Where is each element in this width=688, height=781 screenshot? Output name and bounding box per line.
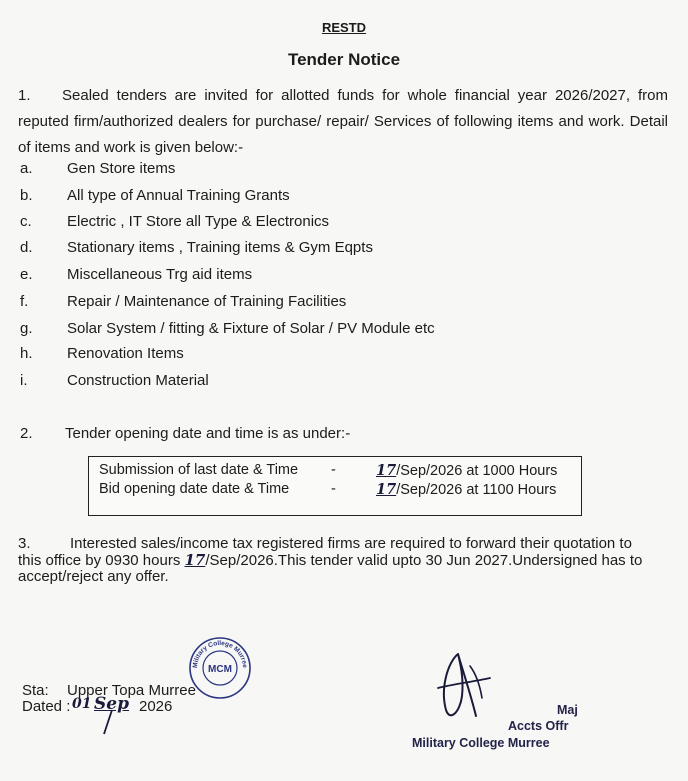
- dated-line: [22, 694, 173, 715]
- list-item-label: Solar System / fitting & Fixture of Solar / PV Module etc: [67, 320, 435, 337]
- schedule-dash: -: [331, 462, 336, 478]
- schedule-value-rest: /Sep/2026 at 1000 Hours: [396, 463, 558, 479]
- dated-year: 2026: [139, 698, 173, 715]
- paragraph-3: [18, 536, 658, 585]
- paragraph-1-number: 1.: [18, 87, 31, 104]
- list-item-letter: c.: [20, 213, 32, 230]
- signatory-unit: Military College Murree: [412, 736, 550, 750]
- paragraph-3-text-b: /Sep/2026.This tender valid upto 30 Jun 2027.Undersigned has to accept/reject any offer.: [18, 552, 643, 585]
- schedule-value-rest: /Sep/2026 at 1100 Hours: [396, 482, 557, 498]
- station-label: Sta:: [22, 682, 49, 699]
- list-item-letter: h.: [20, 345, 33, 362]
- stamp-center-text: MCM: [208, 664, 232, 675]
- handwritten-dated-month: Sep: [94, 694, 129, 714]
- classification-marking: RESTD: [321, 20, 367, 35]
- office-stamp: [188, 636, 252, 700]
- paragraph-2-number: 2.: [20, 425, 33, 442]
- list-item-letter: g.: [20, 320, 33, 337]
- handwritten-day: 17: [376, 481, 397, 498]
- list-item-label: Electric , IT Store all Type & Electronics: [67, 213, 330, 230]
- stamp-ring-text: Military College Murree: [191, 639, 249, 669]
- list-item-letter: b.: [20, 187, 33, 204]
- list-item-label: Repair / Maintenance of Training Facilities: [67, 293, 347, 310]
- handwritten-day: 17: [376, 462, 397, 479]
- dated-label: Dated :: [22, 698, 71, 715]
- handwritten-dated-day: 01: [72, 696, 92, 712]
- list-item-label: Renovation Items: [67, 345, 184, 362]
- schedule-value: [376, 462, 557, 479]
- paragraph-3-number: 3.: [18, 535, 31, 552]
- station-value: Upper Topa Murree: [67, 682, 196, 699]
- paragraph-2-text: Tender opening date and time is as under:-: [65, 425, 351, 442]
- list-item-label: Stationary items , Training items & Gym Eqpts: [67, 239, 373, 256]
- list-item-label: All type of Annual Training Grants: [67, 187, 290, 204]
- list-item-letter: f.: [20, 293, 29, 310]
- schedule-value: [376, 481, 556, 498]
- paragraph-1-text: Sealed tenders are invited for allotted funds for whole financial year 2026/2027, from reputed firm/authorized dealers for purchase/ repair/ Services of following items and work. Detail of items and work is given below:-: [18, 87, 668, 156]
- paragraph-3-text-a: Interested sales/income tax registered firms are required to forward their quotation to this office by 0930 hours: [18, 535, 632, 569]
- pen-stroke-icon: [90, 708, 130, 736]
- schedule-label: Submission of last date & Time: [99, 462, 299, 478]
- list-item-letter: d.: [20, 239, 33, 256]
- signatory-appointment: Accts Offr: [508, 719, 569, 733]
- list-item-letter: e.: [20, 266, 33, 283]
- signature-icon: [430, 648, 500, 726]
- stamp-icon: [188, 636, 252, 700]
- signatory-rank: Maj: [557, 703, 578, 717]
- list-item-label: Miscellaneous Trg aid items: [67, 266, 253, 283]
- list-item-letter: i.: [20, 372, 28, 389]
- list-item-letter: a.: [20, 160, 33, 177]
- list-item-label: Construction Material: [67, 372, 209, 389]
- schedule-label: Bid opening date date & Time: [99, 481, 290, 497]
- schedule-table: [88, 456, 582, 516]
- station-line: [22, 682, 196, 699]
- document-title: Tender Notice: [287, 50, 401, 69]
- handwritten-day: 17: [184, 551, 206, 569]
- list-item-label: Gen Store items: [67, 160, 176, 177]
- schedule-dash: -: [331, 481, 336, 497]
- paragraph-1: [18, 83, 668, 161]
